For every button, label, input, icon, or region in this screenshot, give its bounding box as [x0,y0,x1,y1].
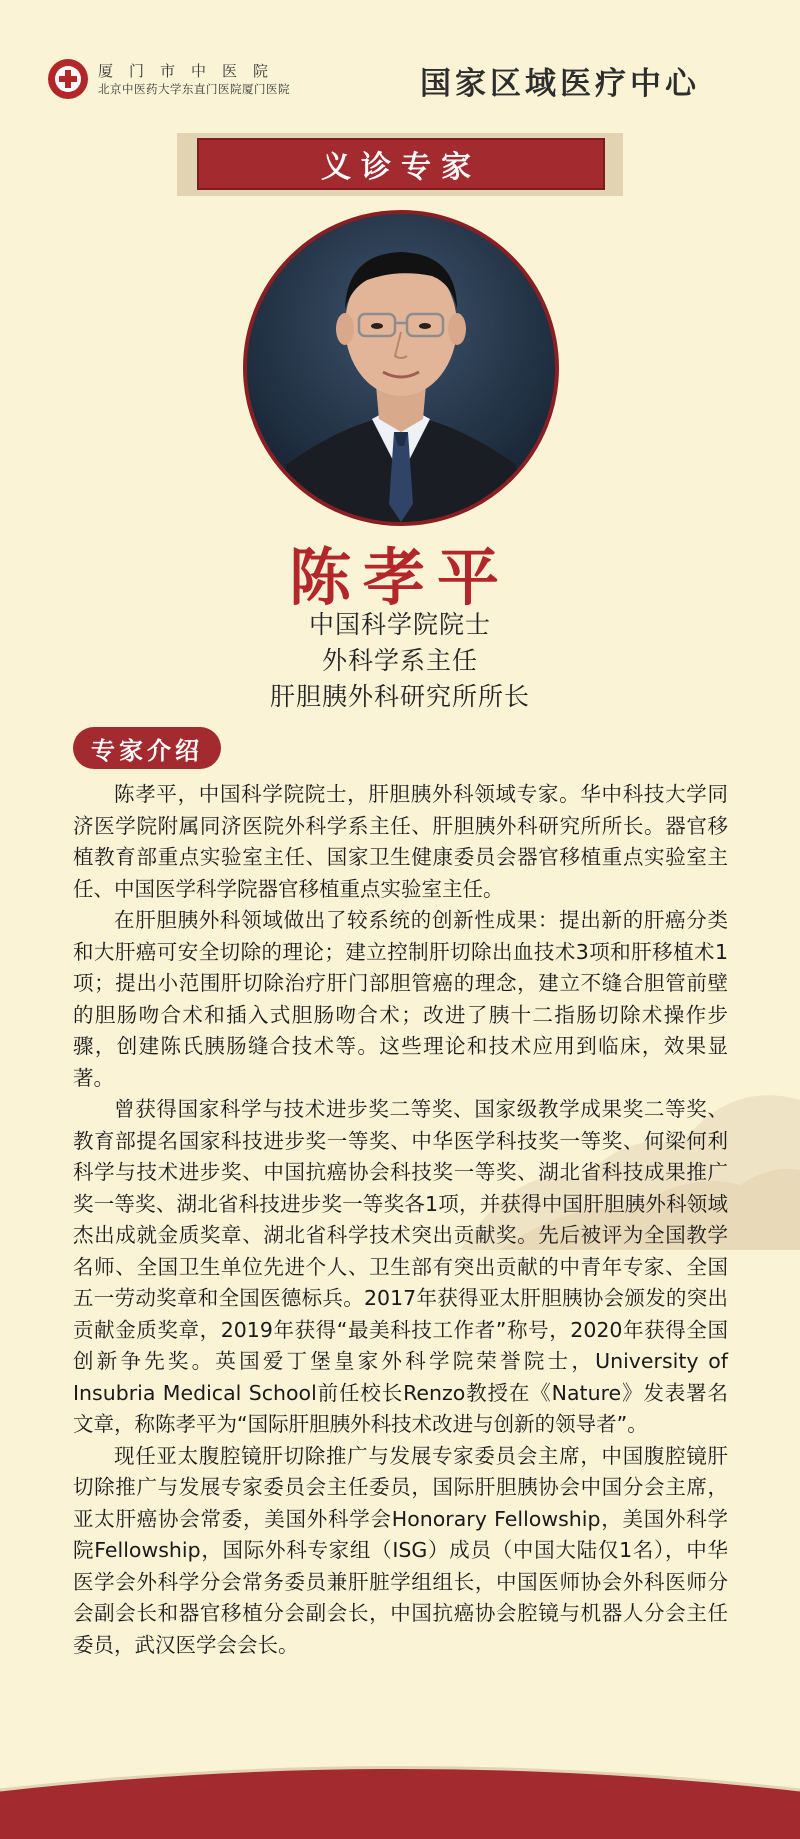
intro-paragraph: 曾获得国家科学与技术进步奖二等奖、国家级教学成果奖二等奖、教育部提名国家科技进步奖一等奖、中华医学科技奖一等奖、何梁何利科学与技术进步奖、中国抗癌协会科技奖一等奖、湖北省科技成果推广奖一等奖、湖北省科技进步奖一等奖各1项，并获得中国肝胆胰外科领域杰出成就金质奖章、湖北省科学技术突出贡献奖。先后被评为全国教学名师、全国卫生单位先进个人、卫生部有突出贡献的中青年专家、全国五一劳动奖章和全国医德标兵。2017年获得亚太肝胆胰协会颁发的突出贡献金质奖章，2019年获得“最美科技工作者”称号，2020年获得全国创新争先奖。英国爱丁堡皇家外科学院荣誉院士，University of Insubria Medical School前任校长Renzo教授在《Nature》发表署名文章，称陈孝平为“国际肝胆胰外科技术改进与创新的领导者”。 [73,1097,728,1436]
center-title: 国家区域医疗中心 [420,66,700,102]
doctor-portrait [243,210,559,526]
hospital-subtitle: 北京中医药大学东直门医院厦门医院 [98,82,290,96]
doctor-name: 陈孝平 [288,541,511,614]
portrait-illustration [247,214,555,522]
doctor-title-1: 中国科学院院士 [308,610,491,639]
footer-wave [0,1750,800,1839]
doctor-title-3: 肝胆胰外科研究所所长 [269,682,530,711]
intro-text [73,779,728,1661]
hospital-logo-icon [48,59,88,99]
doctor-title-2: 外科学系主任 [321,646,478,675]
banner-label: 义诊专家 [321,150,481,185]
intro-paragraph: 在肝胆胰外科领域做出了较系统的创新性成果：提出新的肝癌分类和大肝癌可安全切除的理论；建立控制肝切除出血技术3项和肝移植术1项；提出小范围肝切除治疗肝门部胆管癌的理念，建立不缝合胆管前壁的胆肠吻合术和插入式胆肠吻合术；改进了胰十二指肠切除术操作步骤，创建陈氏胰肠缝合技术等。这些理论和技术应用到临床，效果显著。 [73,908,728,1090]
intro-paragraph: 现任亚太腹腔镜肝切除推广与发展专家委员会主席，中国腹腔镜肝切除推广与发展专家委员会主任委员，国际肝胆胰协会中国分会主席，亚太肝癌协会常委，美国外科学会Honorary Fellowship，美国外科学院Fellowship，国际外科专家组（ISG）成员（中国大陆仅1名），中华医学会外科学分会常务委员兼肝脏学组组长，中国医师协会外科医师分会副会长和器官移植分会副会长，中国抗癌协会腔镜与机器人分会主任委员，武汉医学会会长。 [73,1443,728,1657]
intro-paragraph: 陈孝平，中国科学院院士，肝胆胰外科领域专家。华中科技大学同济医学院附属同济医院外科学系主任、肝胆胰外科研究所所长。器官移植教育部重点实验室主任、国家卫生健康委员会器官移植重点实验室主任、中国医学科学院器官移植重点实验室主任。 [73,782,728,901]
banner [197,138,605,190]
section-label: 专家介绍 [73,727,221,769]
hospital-name: 厦门市中医院 [98,62,285,80]
